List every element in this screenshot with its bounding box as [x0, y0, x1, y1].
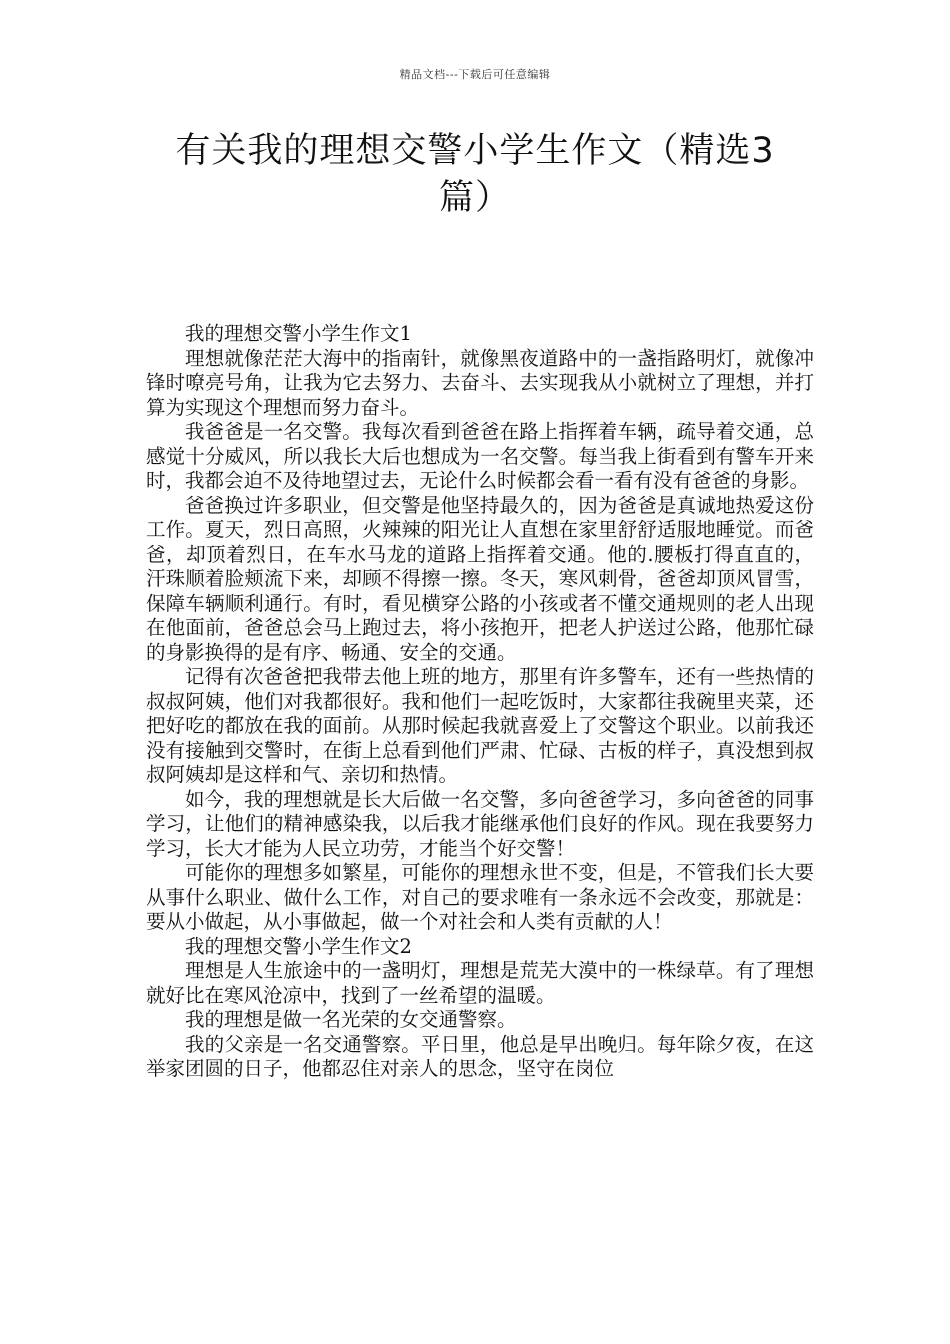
- paragraph: 理想是人生旅途中的一盏明灯，理想是荒芜大漠中的一株绿草。有了理想就好比在寒风沧凉中，找到了一丝希望的温暖。: [146, 959, 814, 1007]
- paragraph: 记得有次爸爸把我带去他上班的地方，那里有许多警车，还有一些热情的叔叔阿姨，他们对我都很好。我和他们一起吃饭时，大家都往我碗里夹菜，还把好吃的都放在我的面前。从那时候起我就喜爱上了交警这个职业。以前我还没有接触到交警时，在街上总看到他们严肃、忙碌、古板的样子，真没想到叔叔阿姨却是这样和气、亲切和热情。: [146, 665, 814, 786]
- paragraph: 我的理想是做一名光荣的女交通警察。: [185, 1008, 517, 1031]
- paragraph: 如今，我的理想就是长大后做一名交警，多向爸爸学习，多向爸爸的同事学习，让他们的精神感染我，以后我才能继承他们良好的作风。现在我要努力学习，长大才能为人民立功劳，才能当个好交警！: [146, 787, 814, 860]
- paragraph: 理想就像茫茫大海中的指南针，就像黑夜道路中的一盏指路明灯，就像冲锋时嘹亮号角，让我为它去努力、去奋斗、去实现我从小就树立了理想，并打算为实现这个理想而努力奋斗。: [146, 346, 814, 419]
- document-body: [146, 322, 814, 1082]
- paragraph: 可能你的理想多如繁星，可能你的理想永世不变，但是，不管我们长大要从事什么职业、做什么工作，对自己的要求唯有一条永远不会改变，那就是：要从小做起，从小事做起，做一个对社会和人类有贡献的人！: [146, 861, 814, 933]
- document-title: 有关我的理想交警小学生作文（精选3篇）: [175, 131, 775, 218]
- section-heading: 我的理想交警小学生作文2: [185, 934, 412, 958]
- paragraph: 我的父亲是一名交通警察。平日里，他总是早出晚归。每年除夕夜，在这举家团圆的日子，他都忍住对亲人的思念，坚守在岗位: [146, 1032, 814, 1080]
- header-note: 精品文档---下载后可任意编辑: [399, 68, 551, 81]
- paragraph: 爸爸换过许多职业，但交警是他坚持最久的，因为爸爸是真诚地热爱这份工作。夏天，烈日高照，火辣辣的阳光让人直想在家里舒舒适服地睡觉。而爸爸，却顶着烈日，在车水马龙的道路上指挥着交通。他的.腰板打得直直的，汗珠顺着脸颊流下来，却顾不得擦一擦。冬天，寒风刺骨，爸爸却顶风冒雪，保障车辆顺利通行。有时，看见横穿公路的小孩或者不懂交通规则的老人出现在他面前，爸爸总会马上跑过去，将小孩抱开，把老人护送过公路，他那忙碌的身影换得的是有序、畅通、安全的交通。: [146, 493, 814, 664]
- paragraph: 我爸爸是一名交警。我每次看到爸爸在路上指挥着车辆，疏导着交通，总感觉十分威风，所以我长大后也想成为一名交警。每当我上街看到有警车开来时，我都会迫不及待地望过去，无论什么时候都会看一看有没有爸爸的身影。: [146, 420, 814, 492]
- section-heading: 我的理想交警小学生作文1: [185, 322, 412, 345]
